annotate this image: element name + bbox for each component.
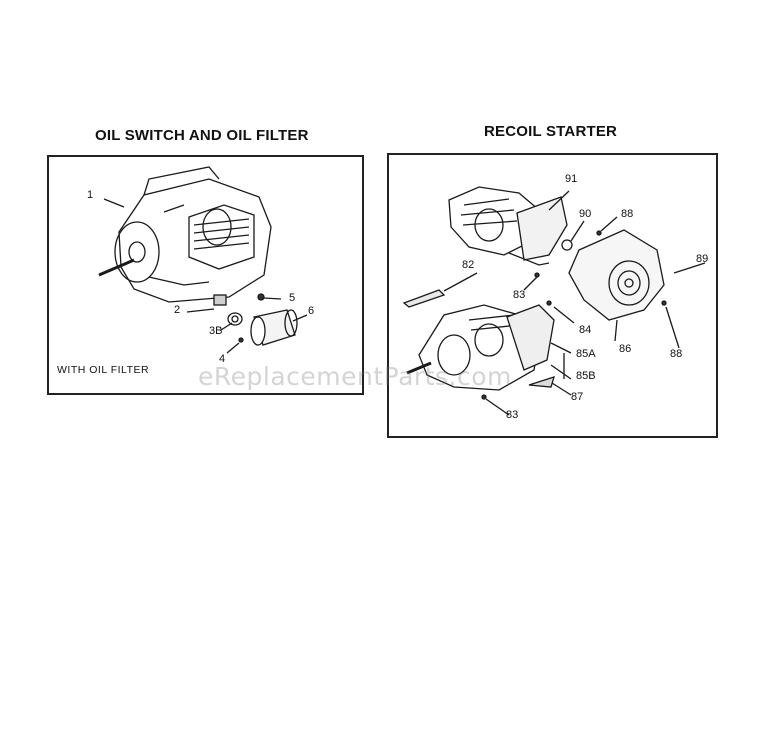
callout-3b: 3B <box>209 325 223 337</box>
callout-2: 2 <box>174 304 181 316</box>
callout-4: 4 <box>219 353 226 365</box>
callout-88-top: 88 <box>621 208 634 220</box>
oil-switch-panel <box>47 155 364 395</box>
recoil-starter-exploded-illustration <box>389 155 716 436</box>
callout-1: 1 <box>87 189 94 201</box>
callout-90: 90 <box>579 208 592 220</box>
watermark: eReplacementParts.com <box>198 362 512 391</box>
callout-85a: 85A <box>576 348 596 360</box>
callout-86: 86 <box>619 343 632 355</box>
callout-5: 5 <box>289 292 296 304</box>
recoil-starter-panel <box>387 153 718 438</box>
callout-84: 84 <box>579 324 592 336</box>
callout-6: 6 <box>308 305 315 317</box>
engine-with-oil-filter-illustration <box>49 157 362 393</box>
recoil-starter-section-title: RECOIL STARTER <box>484 123 618 140</box>
callout-87: 87 <box>571 391 584 403</box>
callout-85b: 85B <box>576 370 596 382</box>
callout-89: 89 <box>696 253 709 265</box>
with-oil-filter-note: WITH OIL FILTER <box>57 364 150 376</box>
callout-82: 82 <box>462 259 475 271</box>
oil-switch-section-title: OIL SWITCH AND OIL FILTER <box>95 127 309 144</box>
callout-83-bottom: 83 <box>506 409 519 421</box>
callout-88-bottom: 88 <box>670 348 683 360</box>
callout-91: 91 <box>565 173 578 185</box>
callout-83-top: 83 <box>513 289 526 301</box>
